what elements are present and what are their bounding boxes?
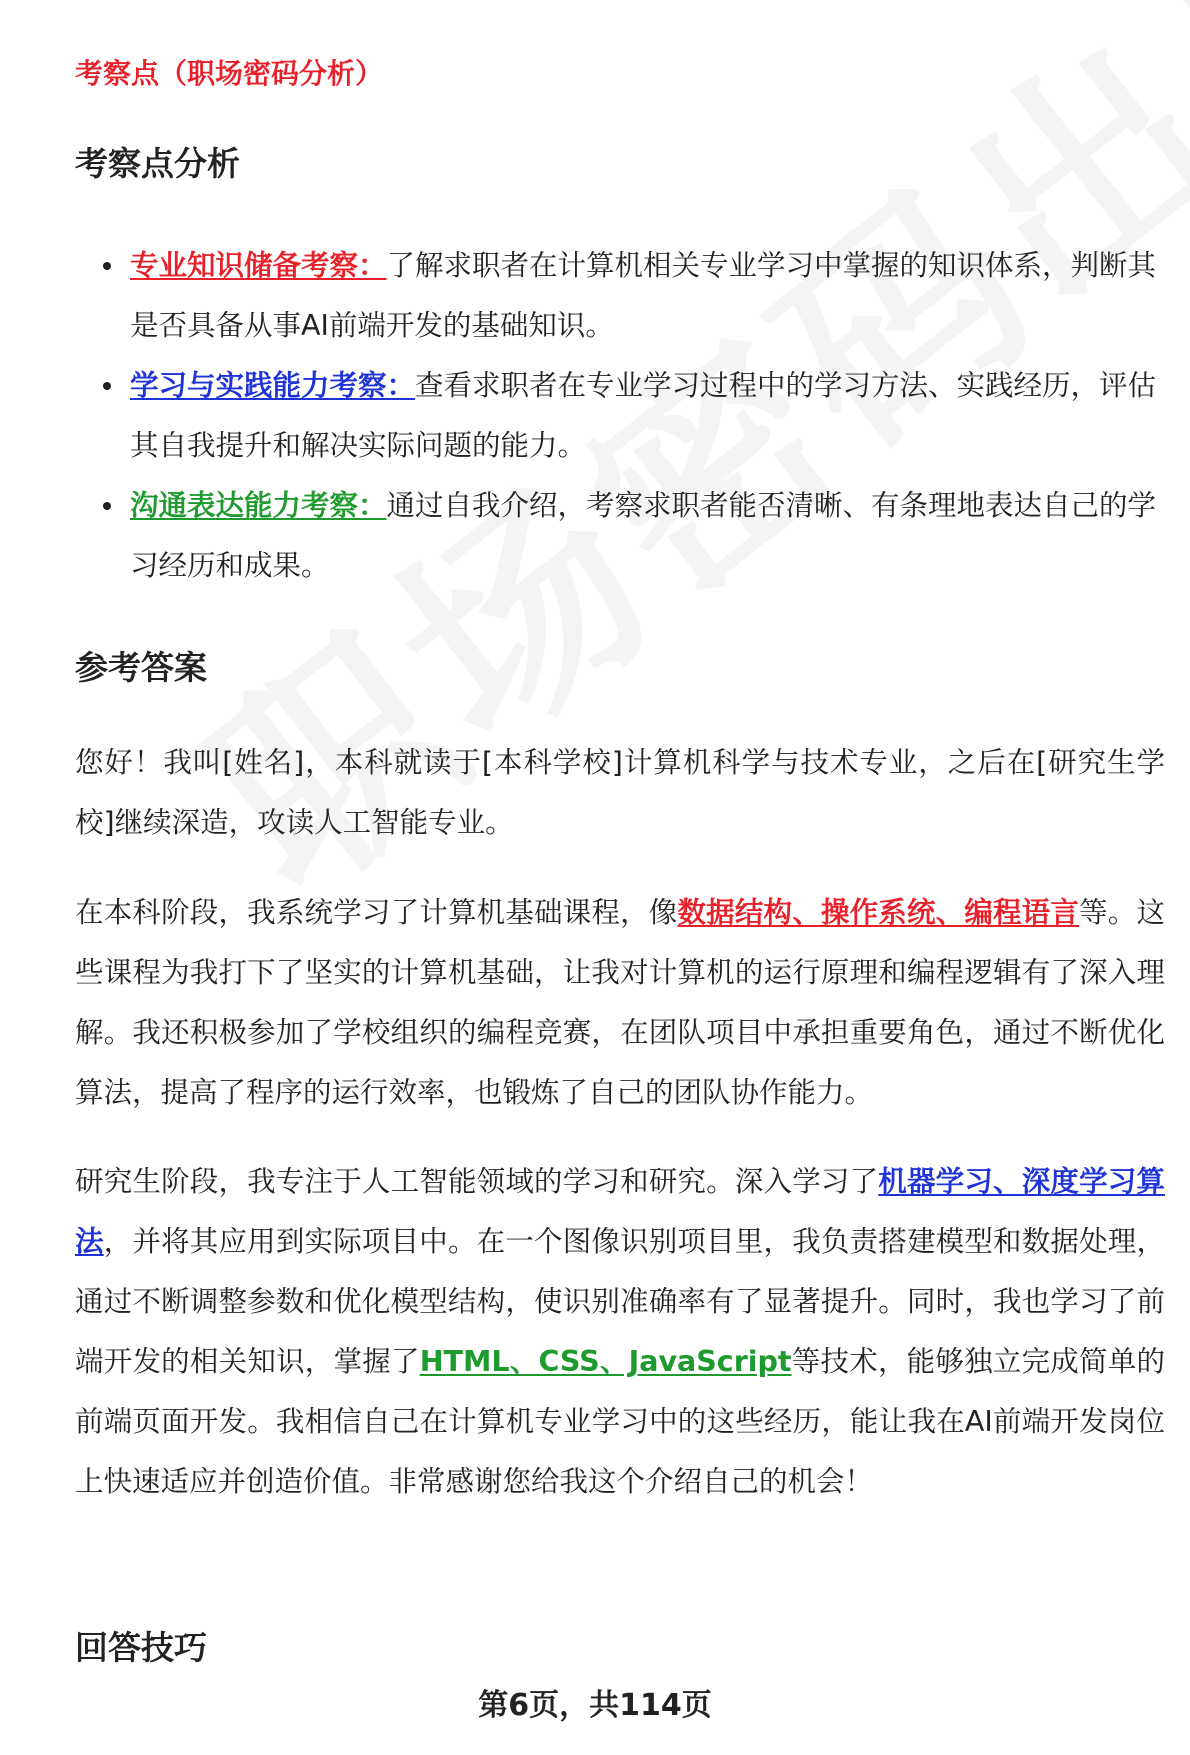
answer-paragraph-undergrad <box>75 883 1165 1123</box>
bullet-dot <box>103 382 111 390</box>
answer-paragraph-intro: 您好！我叫[姓名]，本科就读于[本科学校]计算机科学与技术专业，之后在[研究生学校]继续深造，攻读人工智能专业。 <box>75 746 1165 839</box>
bullet-dot <box>103 262 111 270</box>
bullet-dot <box>103 502 111 510</box>
paragraph-text: 研究生阶段，我专注于人工智能领域的学习和研究。深入学习了 <box>75 1165 879 1198</box>
paragraph-text: 等。这些课程为我打下了坚实的计算机基础，让我对计算机的运行原理和编程逻辑有了深入理解。我还积极参加了学校组织的编程竞赛，在团队项目中承担重要角色，通过不断优化算法，提高了程序的运行效率，也锻炼了自己的团队协作能力。 <box>75 896 1165 1109</box>
analysis-item-learning <box>75 356 1165 476</box>
section-label: 考察点（职场密码分析） <box>75 57 384 90</box>
page-number: 第6页，共114页 <box>478 1688 712 1723</box>
analysis-item-text: 查看求职者在专业学习过程中的学习方法、实践经历，评估其自我提升和解决实际问题的能力。 <box>130 369 1157 462</box>
tips-heading: 回答技巧 <box>75 1628 207 1667</box>
paragraph-text: 等技术，能够独立完成简单的前端页面开发。我相信自己在计算机专业学习中的这些经历，能让我在AI前端开发岗位上快速适应并创造价值。非常感谢您给我这个介绍自己的机会！ <box>75 1345 1165 1498</box>
analysis-item-text: 通过自我介绍，考察求职者能否清晰、有条理地表达自己的学习经历和成果。 <box>130 489 1157 582</box>
keyword-learning[interactable]: 学习与实践能力考察： <box>130 369 416 402</box>
keyword-communication[interactable]: 沟通表达能力考察： <box>130 489 387 522</box>
analysis-item-communication <box>75 476 1165 596</box>
keyword-ml[interactable]: 机器学习、深度学习算法 <box>75 1165 1165 1258</box>
answer-heading: 参考答案 <box>75 648 207 687</box>
analysis-item-knowledge <box>75 236 1165 356</box>
analysis-list <box>75 236 1165 596</box>
keyword-courses[interactable]: 数据结构、操作系统、编程语言 <box>677 896 1080 929</box>
analysis-item-text: 了解求职者在计算机相关专业学习中掌握的知识体系，判断其是否具备从事AI前端开发的基础知识。 <box>130 249 1157 342</box>
paragraph-text: ，并将其应用到实际项目中。在一个图像识别项目里，我负责搭建模型和数据处理，通过不断调整参数和优化模型结构，使识别准确率有了显著提升。同时，我也学习了前端开发的相关知识，掌握了 <box>75 1225 1165 1378</box>
paragraph-text: 在本科阶段，我系统学习了计算机基础课程，像 <box>75 896 678 929</box>
keyword-frontend[interactable]: HTML、CSS、JavaScript <box>419 1345 792 1378</box>
answer-paragraph-graduate <box>75 1152 1165 1512</box>
keyword-knowledge[interactable]: 专业知识储备考察： <box>130 249 387 282</box>
analysis-heading: 考察点分析 <box>75 144 240 183</box>
